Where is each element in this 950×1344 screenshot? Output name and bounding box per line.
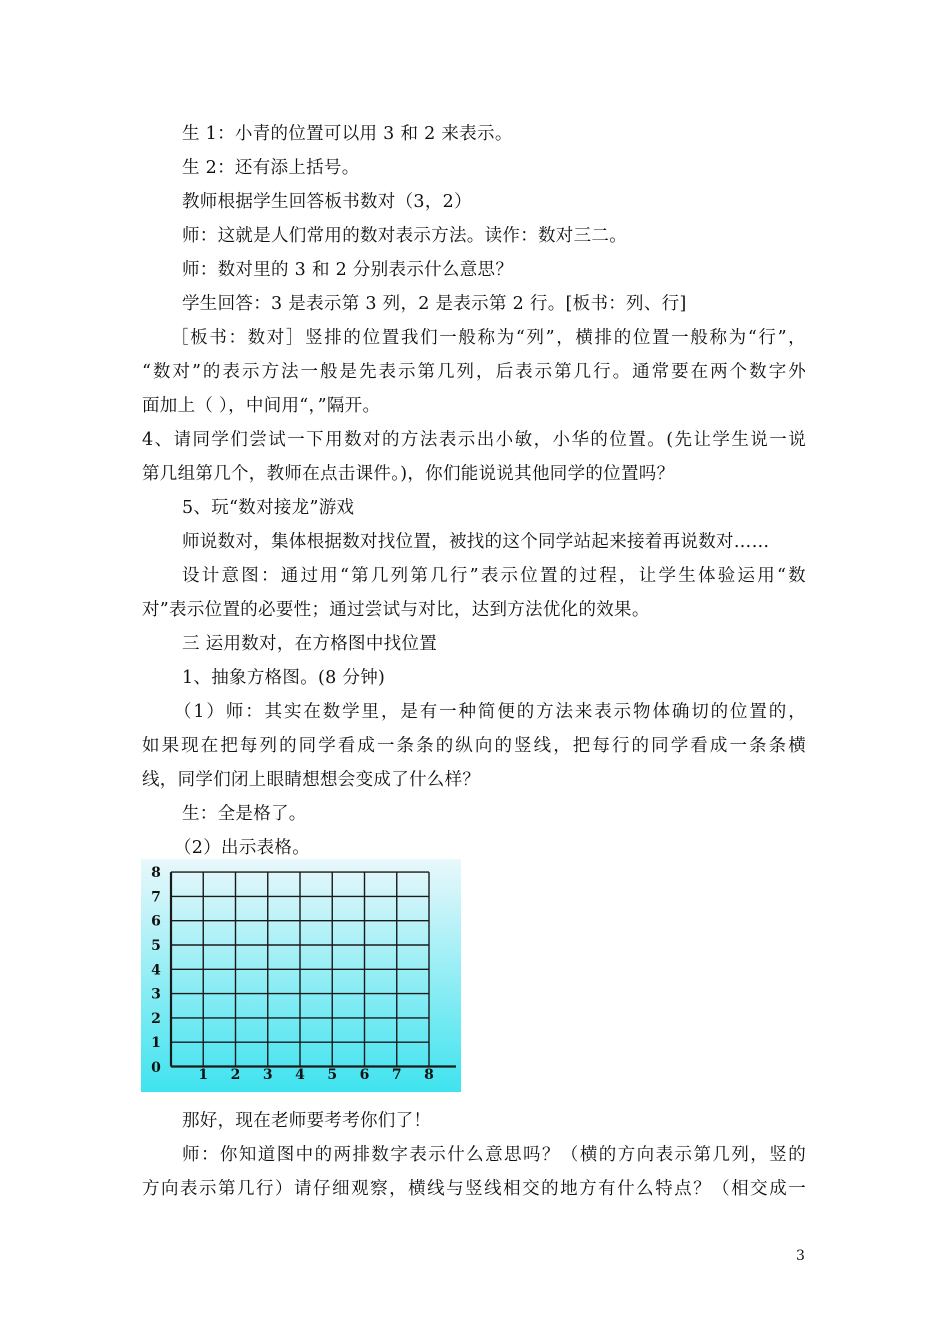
y-axis-tick-label: 5 — [151, 938, 161, 954]
paragraph-continuation: 对”表示位置的必要性；通过尝试与对比，达到方法优化的效果。 — [142, 600, 650, 620]
x-axis-tick-label: 7 — [391, 1067, 402, 1083]
x-axis-tick-label: 4 — [295, 1067, 305, 1083]
y-axis-tick-label: 3 — [151, 986, 161, 1003]
paragraph: 4、请同学们尝试一下用数对的方法表示出小敏，小华的位置。(先让学生说一说 — [142, 430, 806, 450]
paragraph: 师：这就是人们常用的数对表示方法。读作：数对三二。 — [182, 226, 627, 246]
grid-background — [141, 859, 461, 1092]
paragraph: 那好，现在老师要考考你们了！ — [182, 1111, 432, 1131]
origin-label: 0 — [151, 1060, 161, 1076]
paragraph: 设计意图：通过用“第几列第几行”表示位置的过程，让学生体验运用“数 — [182, 566, 806, 586]
paragraph: 5、玩“数对接龙”游戏 — [182, 498, 355, 518]
section-heading: 三 运用数对，在方格图中找位置 — [182, 634, 438, 654]
paragraph-continuation: 方向表示第几行）请仔细观察，横线与竖线相交的地方有什么特点？（相交成一 — [142, 1179, 806, 1199]
x-axis-tick-label: 8 — [424, 1067, 434, 1083]
paragraph: 生 2：还有添上括号。 — [182, 158, 360, 178]
paragraph: 生：全是格了。 — [182, 804, 307, 824]
paragraph: 教师根据学生回答板书数对（3，2） — [182, 192, 472, 212]
paragraph-continuation: 第几组第几个，教师在点击课件。)，你们能说说其他同学的位置吗？ — [142, 464, 675, 484]
paragraph: 师说数对，集体根据数对找位置，被找的这个同学站起来接着再说数对…… — [182, 532, 770, 552]
paragraph: 师：数对里的 3 和 2 分别表示什么意思？ — [182, 260, 514, 280]
paragraph: 生 1：小青的位置可以用 3 和 2 来表示。 — [182, 124, 513, 144]
y-axis-tick-label: 4 — [151, 962, 161, 979]
subsection-heading: 1、抽象方格图。(8 分钟) — [182, 668, 386, 688]
y-axis-tick-label: 1 — [151, 1035, 161, 1052]
y-axis-tick-label: 2 — [151, 1010, 161, 1027]
paragraph: （2）出示表格。 — [174, 838, 311, 858]
x-axis-tick-label: 1 — [198, 1067, 209, 1083]
y-axis-tick-label: 7 — [151, 889, 161, 906]
paragraph: ［板书：数对］竖排的位置我们一般称为“列”，横排的位置一般称为“行”， — [171, 328, 806, 348]
paragraph-continuation: 如果现在把每列的同学看成一条条的纵向的竖线，把每行的同学看成一条条横 — [142, 736, 806, 756]
paragraph-continuation: 线，同学们闭上眼睛想想会变成了什么样？ — [142, 770, 481, 790]
y-axis-tick-label: 8 — [151, 865, 161, 882]
x-axis-tick-label: 5 — [327, 1067, 338, 1083]
x-axis-tick-label: 3 — [262, 1067, 273, 1083]
coordinate-grid-figure — [141, 859, 461, 1092]
paragraph-continuation: 面加上（ ），中间用“，”隔开。 — [142, 396, 381, 416]
x-axis-tick-label: 2 — [230, 1067, 241, 1083]
paragraph: 师：你知道图中的两排数字表示什么意思吗？（横的方向表示第几列，竖的 — [182, 1145, 806, 1165]
paragraph: （1）师：其实在数学里，是有一种简便的方法来表示物体确切的位置的， — [174, 702, 806, 722]
paragraph-continuation: “数对”的表示方法一般是先表示第几列，后表示第几行。通常要在两个数字外 — [142, 362, 806, 382]
y-axis-tick-label: 6 — [151, 913, 161, 930]
page-number: 3 — [796, 1248, 805, 1264]
paragraph: 学生回答：3 是表示第 3 列，2 是表示第 2 行。[板书：列、行] — [182, 294, 687, 314]
x-axis-tick-label: 6 — [359, 1067, 370, 1083]
